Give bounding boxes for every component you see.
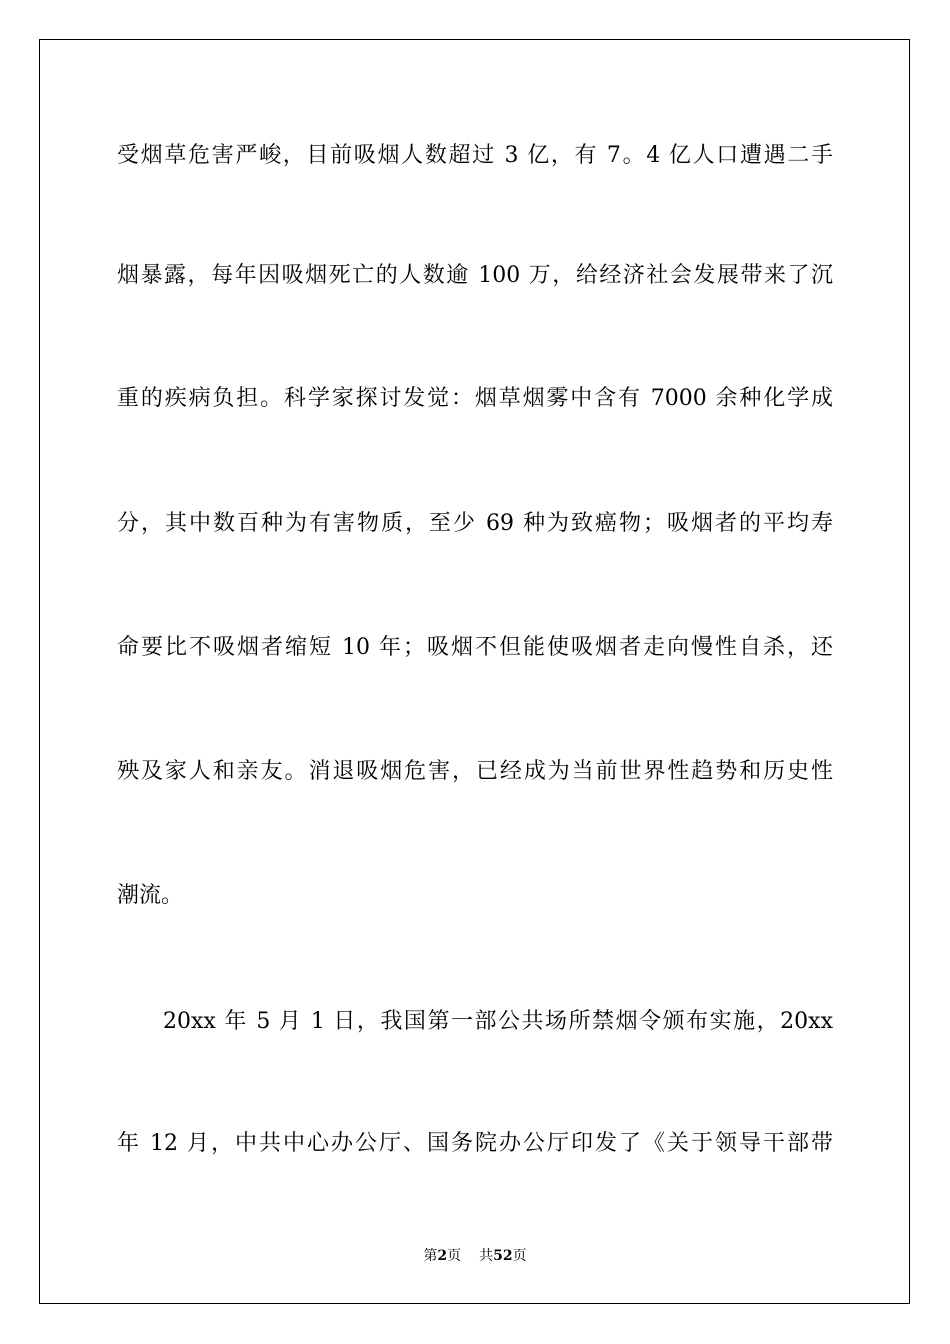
footer-total-prefix: 共 xyxy=(479,1248,494,1264)
text-line-4: 分，其中数百种为有害物质，至少 69 种为致癌物；吸烟者的平均寿 xyxy=(117,511,833,536)
text-line-9: 年 12 月，中共中心办公厅、国务院办公厅印发了《关于领导干部带 xyxy=(117,1131,833,1156)
footer-total-suffix: 页 xyxy=(512,1248,527,1264)
page-footer xyxy=(0,1247,950,1265)
text-line-6: 殃及家人和亲友。消退吸烟危害，已经成为当前世界性趋势和历史性 xyxy=(117,759,833,784)
text-line-3: 重的疾病负担。科学家探讨发觉：烟草烟雾中含有 7000 余种化学成 xyxy=(117,386,833,411)
footer-page-number: 2 xyxy=(437,1248,448,1264)
footer-total-pages: 52 xyxy=(493,1248,513,1264)
page-border xyxy=(39,39,910,1304)
text-line-5: 命要比不吸烟者缩短 10 年；吸烟不但能使吸烟者走向慢性自杀，还 xyxy=(117,635,833,660)
text-line-7: 潮流。 xyxy=(117,883,184,908)
text-line-8: 20xx 年 5 月 1 日，我国第一部公共场所禁烟令颁布实施，20xx xyxy=(163,1009,833,1034)
text-line-2: 烟暴露，每年因吸烟死亡的人数逾 100 万，给经济社会发展带来了沉 xyxy=(117,263,833,288)
text-line-1: 受烟草危害严峻，目前吸烟人数超过 3 亿，有 7。4 亿人口遭遇二手 xyxy=(117,143,833,168)
footer-page-prefix: 第 xyxy=(423,1248,438,1264)
footer-page-suffix: 页 xyxy=(447,1248,462,1264)
